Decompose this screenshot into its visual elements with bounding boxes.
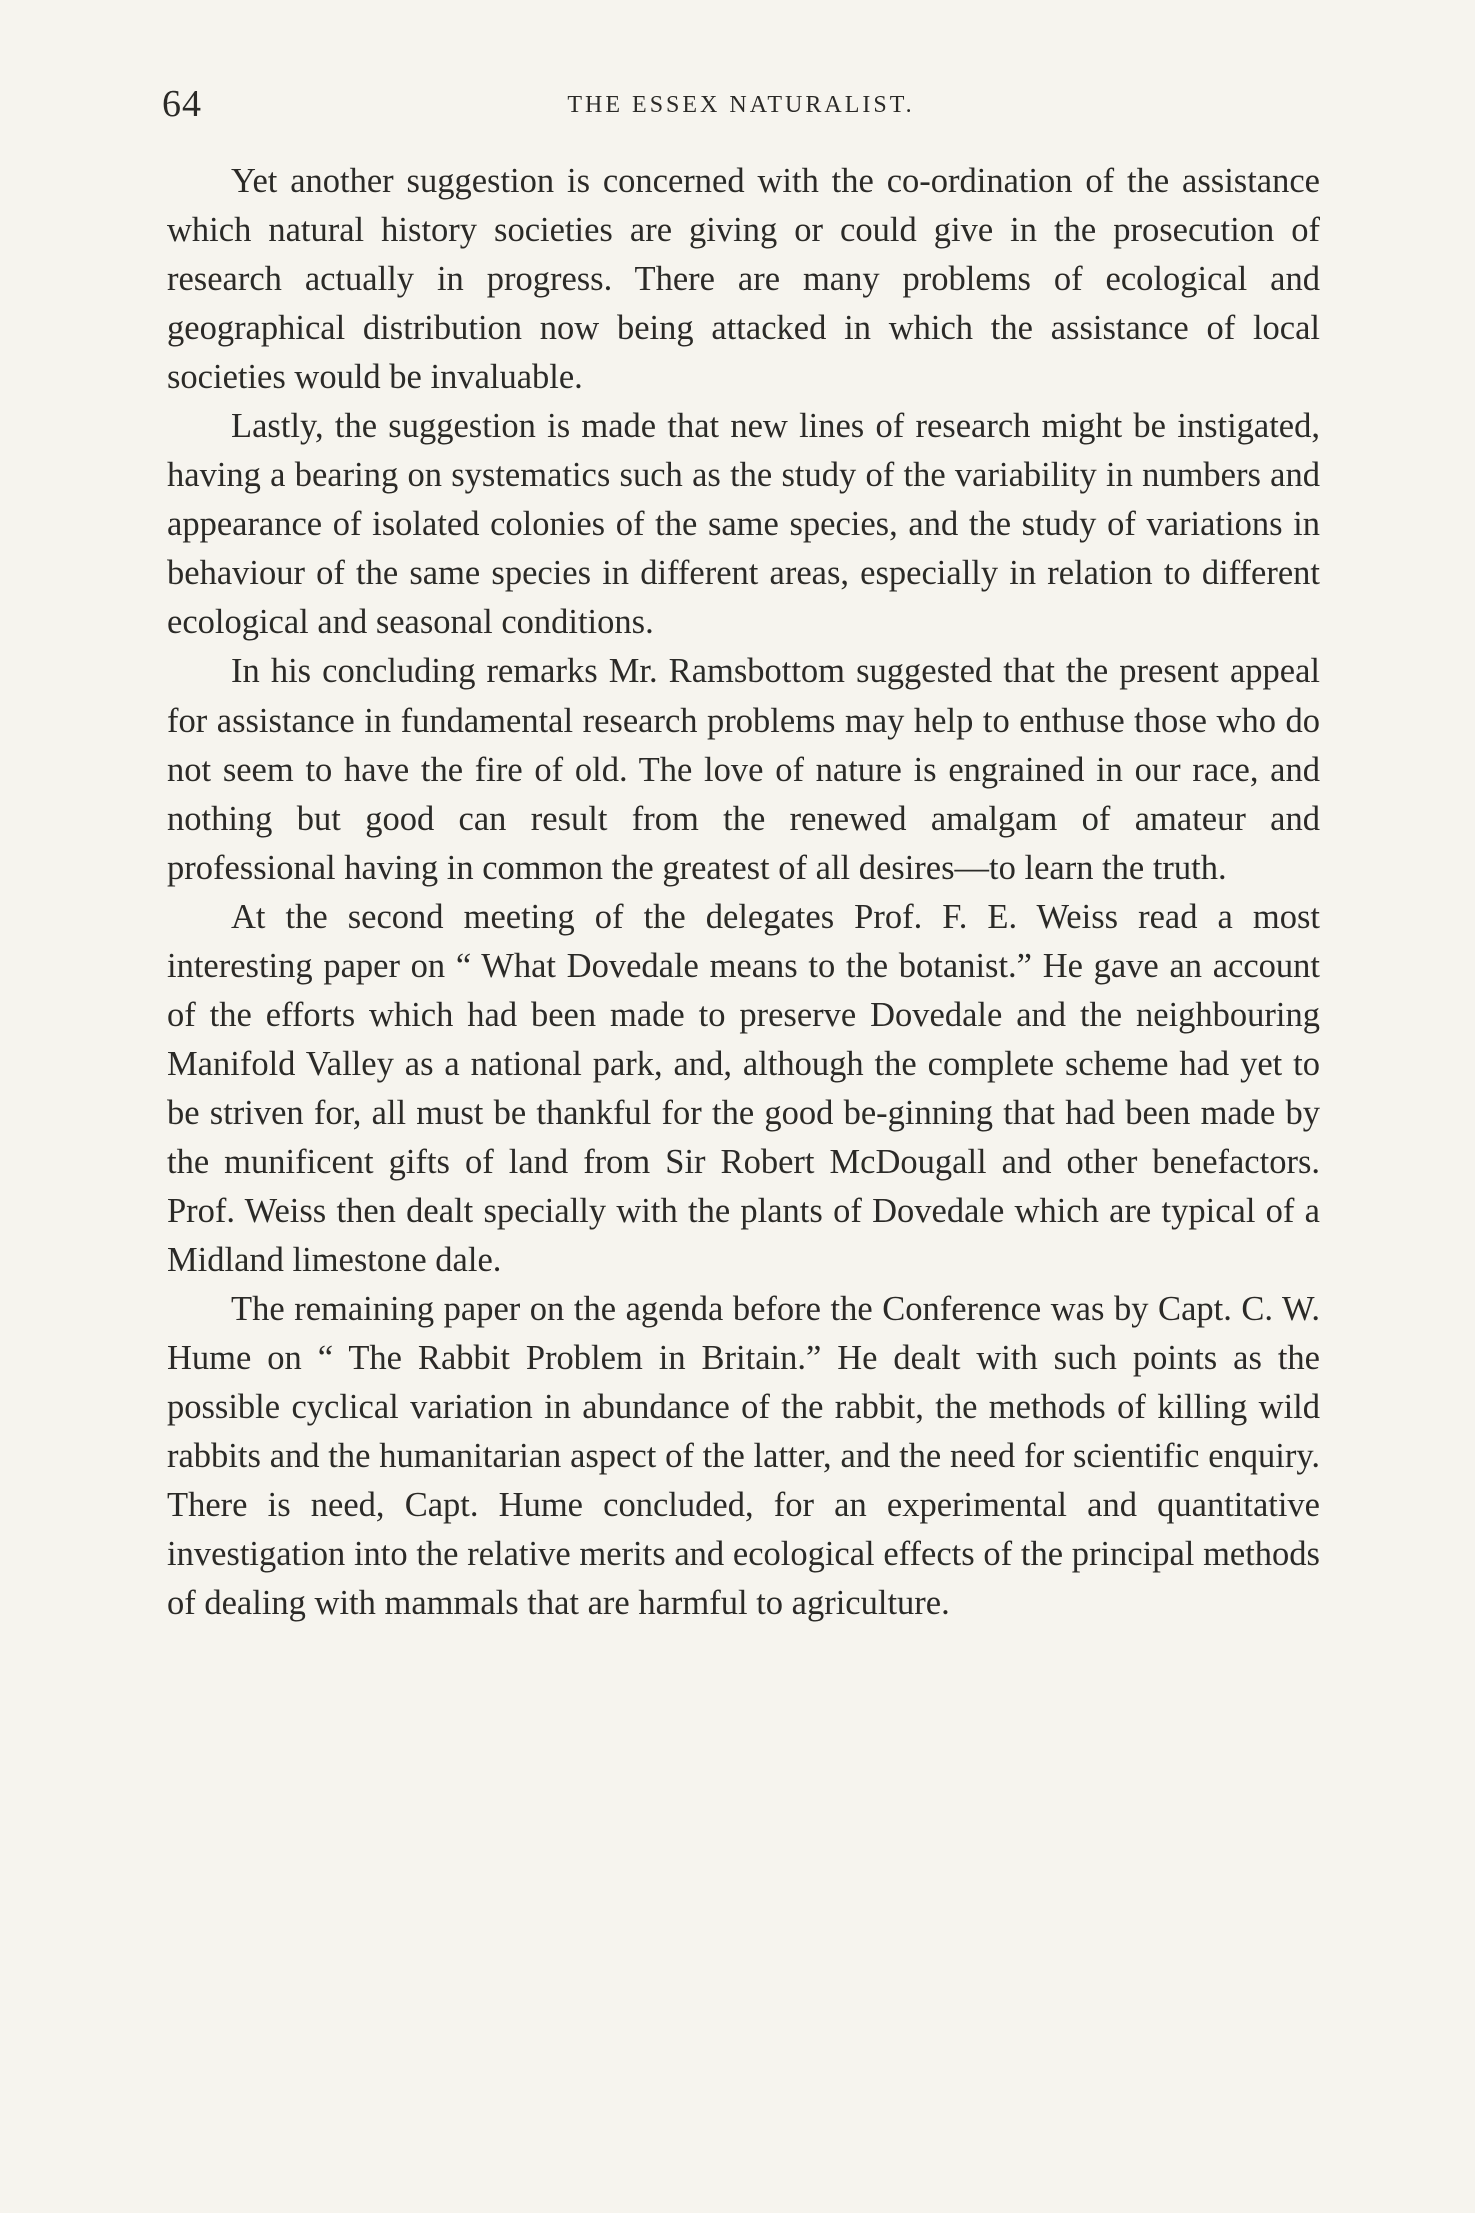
paragraph-rabbit-problem: The remaining paper on the agenda before the Conference was by Capt. C. W. Hume on “ The Rabbit Problem in Britain.” He dealt with such points as the possible cyclical variation in abundance of the rabbit, the methods of killing wild rabbits and the humanitarian aspect of the latter, and the need for scientific enquiry. There is need, Capt. Hume concluded, for an experimental and quantitative investigation into the relative merits and ecological effects of the principal methods of dealing with mammals that are harmful to agriculture. — [167, 1290, 1320, 1623]
paragraph-concluding-remarks: In his concluding remarks Mr. Ramsbottom suggested that the present appeal for assistance in fundamental research problems may help to enthuse those who do not seem to have the fire of old. The love of nature is engrained in our race, and nothing but good can result from the renewed amalgam of amateur and professional having in common the greatest of all desires—to learn the truth. — [167, 652, 1320, 887]
body-text — [167, 157, 1320, 1628]
page-number: 64 — [162, 83, 202, 125]
paragraph-new-research: Lastly, the suggestion is made that new lines of research might be instigated, having a bearing on systematics such as the study of the variability in numbers and appearance of isolated colonies of the same species, and the study of variations in behaviour of the same species in different areas, especially in relation to different ecological and seasonal conditions. — [167, 407, 1320, 642]
paragraph-dovedale: At the second meeting of the delegates Prof. F. E. Weiss read a most interesting paper on “ What Dovedale means to the botanist.” He gave an account of the efforts which had been made to preserve Dovedale and the neighbouring Manifold Valley as a national park, and, although the complete scheme had yet to be striven for, all must be thankful for the good be-ginning that had been made by the munificent gifts of land from Sir Robert McDougall and other benefactors. Prof. Weiss then dealt specially with the plants of Dovedale which are typical of a Midland limestone dale. — [167, 897, 1320, 1280]
journal-title: THE ESSEX NATURALIST. — [567, 92, 915, 118]
running-head — [162, 84, 1320, 124]
paragraph-coordination: Yet another suggestion is concerned with the co-ordination of the assistance which natural history societies are giving or could give in the prosecution of research actually in progress. There are many problems of ecological and geographical distribution now being attacked in which the assistance of local societies would be invaluable. — [167, 162, 1320, 397]
